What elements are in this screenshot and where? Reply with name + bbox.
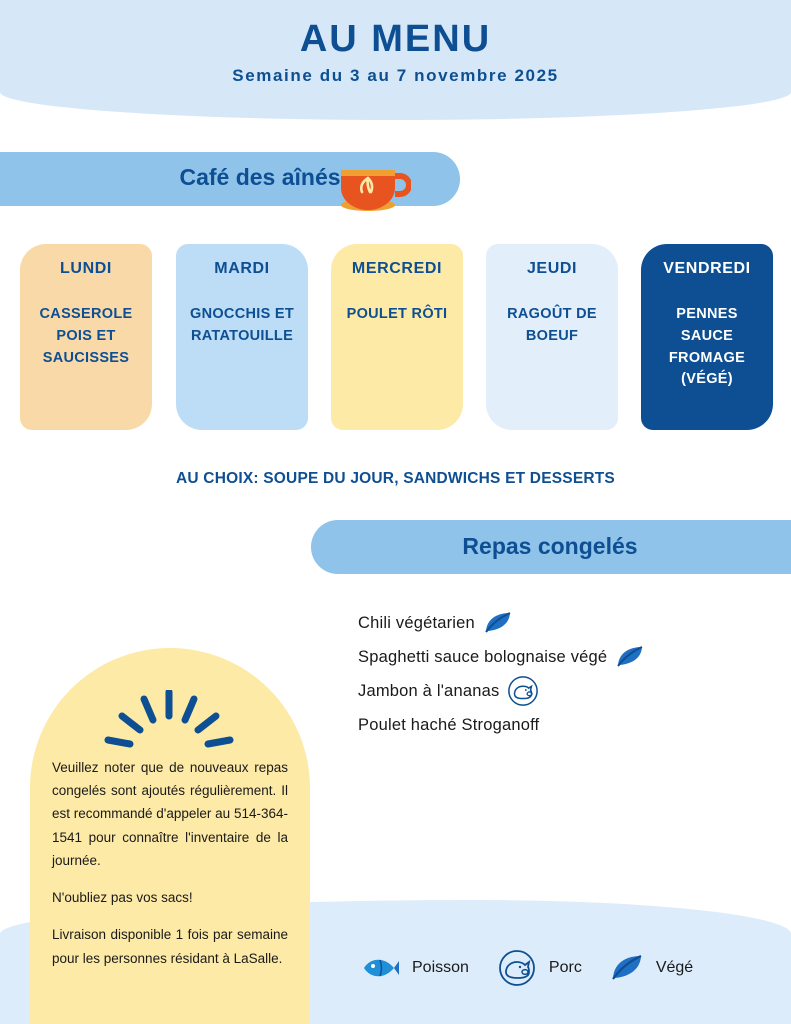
pork-pig-icon bbox=[497, 948, 537, 988]
list-item bbox=[358, 708, 778, 742]
frozen-meal-list bbox=[358, 606, 778, 742]
page-title: AU MENU bbox=[299, 18, 492, 60]
note-paragraph-3: Livraison disponible 1 fois par semaine pour les personnes résidant à LaSalle. bbox=[52, 927, 288, 966]
fish-icon bbox=[360, 954, 400, 982]
legend-item-poisson bbox=[360, 954, 469, 982]
frozen-meal-label: Jambon à l'ananas bbox=[358, 681, 500, 700]
frozen-meal-label: Spaghetti sauce bolognaise végé bbox=[358, 647, 608, 666]
vege-leaf-icon bbox=[483, 610, 513, 636]
note-text bbox=[52, 756, 288, 970]
weekday-card-mardi bbox=[176, 244, 308, 430]
weekday-meal: CASSEROLE POIS ET SAUCISSES bbox=[39, 306, 133, 366]
weekday-meal: GNOCCHIS ET RATATOUILLE bbox=[190, 306, 294, 344]
note-paragraph-1: Veuillez noter que de nouveaux repas congelés sont ajoutés régulièrement. Il est recommandé d'appeler au 514-364-1541 pour connaître l'inventaire de la journée. bbox=[52, 760, 288, 868]
legend-item-porc bbox=[497, 948, 582, 988]
list-item bbox=[358, 674, 778, 708]
legend-label: Porc bbox=[548, 959, 582, 976]
vege-leaf-icon bbox=[615, 644, 645, 670]
legend-label: Poisson bbox=[412, 959, 469, 976]
sunburst-icon bbox=[104, 690, 234, 750]
weekday-meal: PENNES SAUCE FROMAGE (VÉGÉ) bbox=[668, 306, 746, 388]
legend bbox=[360, 948, 780, 988]
frozen-meal-label: Chili végétarien bbox=[358, 613, 475, 632]
weekday-meal: POULET RÔTI bbox=[346, 306, 448, 322]
vege-leaf-icon bbox=[610, 953, 644, 983]
weekday-card-list bbox=[20, 244, 772, 430]
page-subtitle: Semaine du 3 au 7 novembre 2025 bbox=[232, 66, 559, 85]
list-item bbox=[358, 606, 778, 640]
weekday-card-jeudi bbox=[486, 244, 618, 430]
frozen-section-title: Repas congelés bbox=[462, 533, 638, 559]
weekday-card-mercredi bbox=[331, 244, 463, 430]
weekday-name: LUNDI bbox=[60, 260, 112, 277]
weekday-card-lundi bbox=[20, 244, 152, 430]
frozen-meal-label: Poulet haché Stroganoff bbox=[358, 715, 540, 734]
daily-choice-note: AU CHOIX: SOUPE DU JOUR, SANDWICHS ET DESSERTS bbox=[176, 470, 615, 487]
weekday-meal: RAGOÛT DE BOEUF bbox=[507, 306, 597, 344]
legend-label: Végé bbox=[655, 959, 694, 976]
cafe-section-title: Café des aînés bbox=[179, 164, 341, 190]
legend-item-vege bbox=[610, 953, 693, 983]
list-item bbox=[358, 640, 778, 674]
note-paragraph-2: N'oubliez pas vos sacs! bbox=[52, 890, 193, 906]
coffee-cup-icon bbox=[335, 156, 411, 214]
weekday-name: JEUDI bbox=[526, 260, 578, 277]
weekday-name: MARDI bbox=[214, 260, 270, 277]
pork-pig-icon bbox=[507, 675, 539, 707]
weekday-name: MERCREDI bbox=[351, 260, 443, 277]
weekday-name: VENDREDI bbox=[663, 260, 751, 277]
weekday-card-vendredi bbox=[641, 244, 773, 430]
